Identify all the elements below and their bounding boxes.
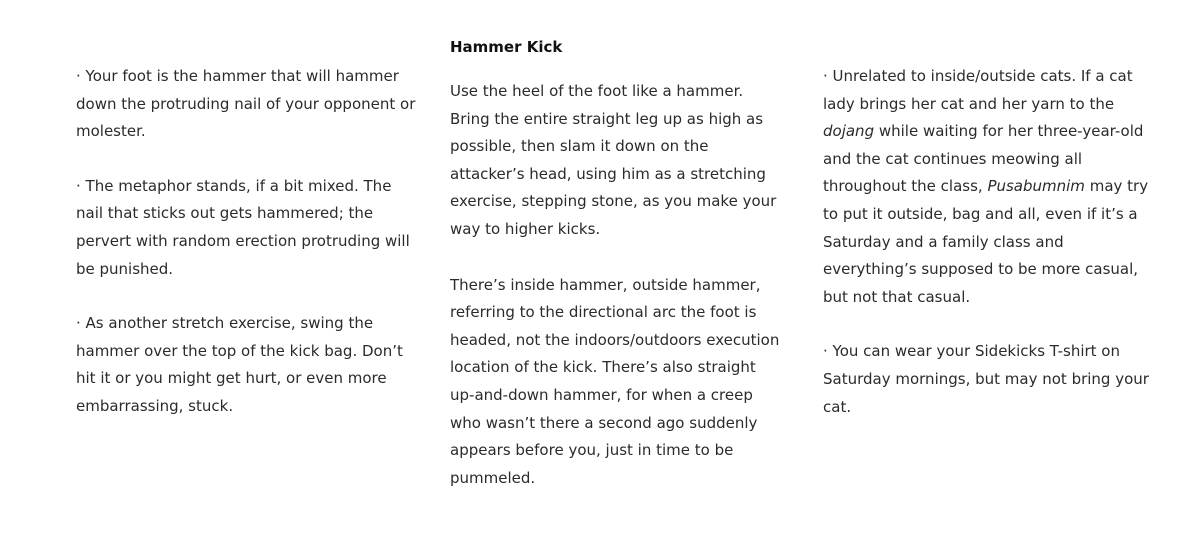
middle-column bbox=[450, 36, 780, 520]
left-paragraph-3: · As another stretch exercise, swing the hammer over the top of the kick bag. Don’t hit it or you might get hurt, or even more embarrassing, stuck. bbox=[76, 314, 403, 415]
left-paragraph-1: · Your foot is the hammer that will hammer down the protruding nail of your opponent or molester. bbox=[76, 67, 416, 141]
right-paragraph-1-text-b: while waiting for her three-year-old and the cat continues meowing all throughout the class, bbox=[823, 122, 1144, 196]
right-paragraph-2: · You can wear your Sidekicks T-shirt on Saturday mornings, but may not bring your cat. bbox=[823, 342, 1149, 416]
right-column bbox=[823, 63, 1158, 448]
right-paragraph-1-text-c: may try to put it outside, bag and all, even if it’s a Saturday and a family class and everything’s supposed to be more casual, but not that casual. bbox=[823, 177, 1149, 306]
left-column bbox=[76, 63, 416, 448]
left-paragraph-2: · The metaphor stands, if a bit mixed. The nail that sticks out gets hammered; the pervert with random erection protruding will be punished. bbox=[76, 176, 410, 278]
section-title: Hammer Kick bbox=[450, 38, 563, 56]
middle-paragraph-1: Use the heel of the foot like a hammer. Bring the entire straight leg up as high as possible, then slam it down on the attacker’s head, using him as a stretching exercise, stepping stone, as you make your way to higher kicks. bbox=[450, 82, 777, 238]
right-paragraph-1-text-a: · Unrelated to inside/outside cats. If a cat lady brings her cat and her yarn to the bbox=[823, 67, 1133, 113]
middle-paragraph-2: There’s inside hammer, outside hammer, referring to the directional arc the foot is headed, not the indoors/outdoors execution location of the kick. There’s also straight up-and-down hammer, for when a creep who wasn’t there a second ago suddenly appears before you, just in time to be pummeled. bbox=[450, 275, 780, 487]
right-paragraph-1 bbox=[823, 63, 1158, 311]
term-pusabumnim: Pusabumnim bbox=[987, 177, 1085, 196]
term-dojang: dojang bbox=[823, 122, 875, 141]
